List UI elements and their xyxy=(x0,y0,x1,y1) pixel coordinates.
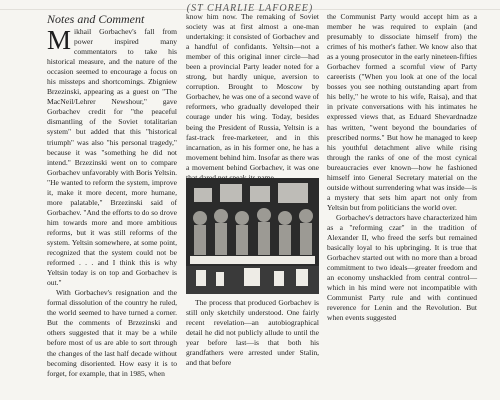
paragraph: Gorbachev's detractors have characterized him as a "reforming czar" in the tradition of Alexander II, who freed the serfs but remained basically loyal to his upbringing. It is true that Gorbachev started out with no more than a broad commitment to two ideals—greater freedom and an economy unshackled from central control—which in his mind were not incompatible with Communist Party rule and with continued reverence for Lenin and the Revolution. But when events suggested xyxy=(327,212,477,323)
paragraph: The process that produced Gorbachev is still only sketchily understood. One fairly recent revelation—an autobiographical detail he did not publicly allude to until the year before last—is that both his grandfathers were arrested under Stalin, and that before xyxy=(186,298,319,368)
illustration-drawing xyxy=(186,178,319,294)
paragraph-text: ikhail Gorbachev's fall from power inspired many commentators to take his historical measure, and the nature of the occasion seemed to encourage a focus on his missteps and shortcomings. Zbigniew Brzezinski, appearing as a guest on "The MacNeil/Lehrer Newshour," gave Gorbachev credit for "the peaceful dismantling of the Soviet totalitarian system" but added that this "historical triumph" was also "his personal tragedy," because it was "something he did not intend." Brzezinski went on to compare Gorbachev unfavorably with Boris Yeltsin. "He wanted to reform the system, improve it, make it more decent, more humane, more palatable," Brzezinski said of Gorbachev. "And the efforts to do so drove him towards more and more ambitious reforms, but it was still reforms of the system. Yeltsin somewhere, at some point, recognized that the system could not be reformed . . . and I think this is why Yeltsin today is on top and Gorbachev is out." xyxy=(47,27,177,288)
column-2-top xyxy=(186,12,319,175)
illustration xyxy=(186,178,319,294)
paragraph: With Gorbachev's resignation and the formal dissolution of the country he ruled, the world seemed to have turned a corner. But the comments of Brzezinski and others suggested that it may be a while before most of us are able to sort through the changes of the last half decade without becoming disoriented. How easy it is to forget, for example, that in 1985, when xyxy=(47,288,177,378)
paragraph xyxy=(47,27,177,288)
column-2-bottom xyxy=(186,298,319,400)
column-3 xyxy=(327,12,477,400)
drop-cap: M xyxy=(47,25,72,55)
paragraph: know him now. The remaking of Soviet society was at first almost a one-man undertaking: it consisted of Gorbachev and a handful of confidants. Yeltsin—not a member of this original inner circle—had been a provincial Party leader noted for a strong, but hardly unique, aversion to corruption. Brought to Moscow by Gorbachev, he was one of a second wave of reformers, who gradually developed their courage under his wing. Today, besides being the President of Russia, Yeltsin is a fast-track free-marketeer, and in this incarnation, as in his former one, he has a movement behind him. Insofar as there was a movement behind Gorbachev, it was one xyxy=(186,12,319,172)
section-title: Notes and Comment xyxy=(47,12,145,26)
paragraph: the Communist Party would accept him as a member he was required to explain (and presumably to dissociate himself from) the crimes of his mother's father. We know also that as a young prosecutor in the early nineteen-fifties Gorbachev formed a scornful view of Party careerists ("When you look at one of the local bosses you see nothing outstanding apart from his belly," he wrote to his wife, Raisa), and that in private conversations with his intimates he expressed views that, as Eduard Shevardnadze has written, "went beyond the boundaries of prescribed norms." But how he managed to keep his youthful detachment alive while rising through the ranks of one of the most cynical bureaucracies ever known—how he fashioned himself into General Secretary material on the outside without surrendering what was inside—is a mystery that sets him apart not only from Yeltsin but from politicians the world over. xyxy=(327,12,477,212)
column-1 xyxy=(47,27,177,400)
masthead-text: (ST CHARLIE LAFOREE) xyxy=(186,3,314,14)
masthead-strip xyxy=(0,0,500,14)
